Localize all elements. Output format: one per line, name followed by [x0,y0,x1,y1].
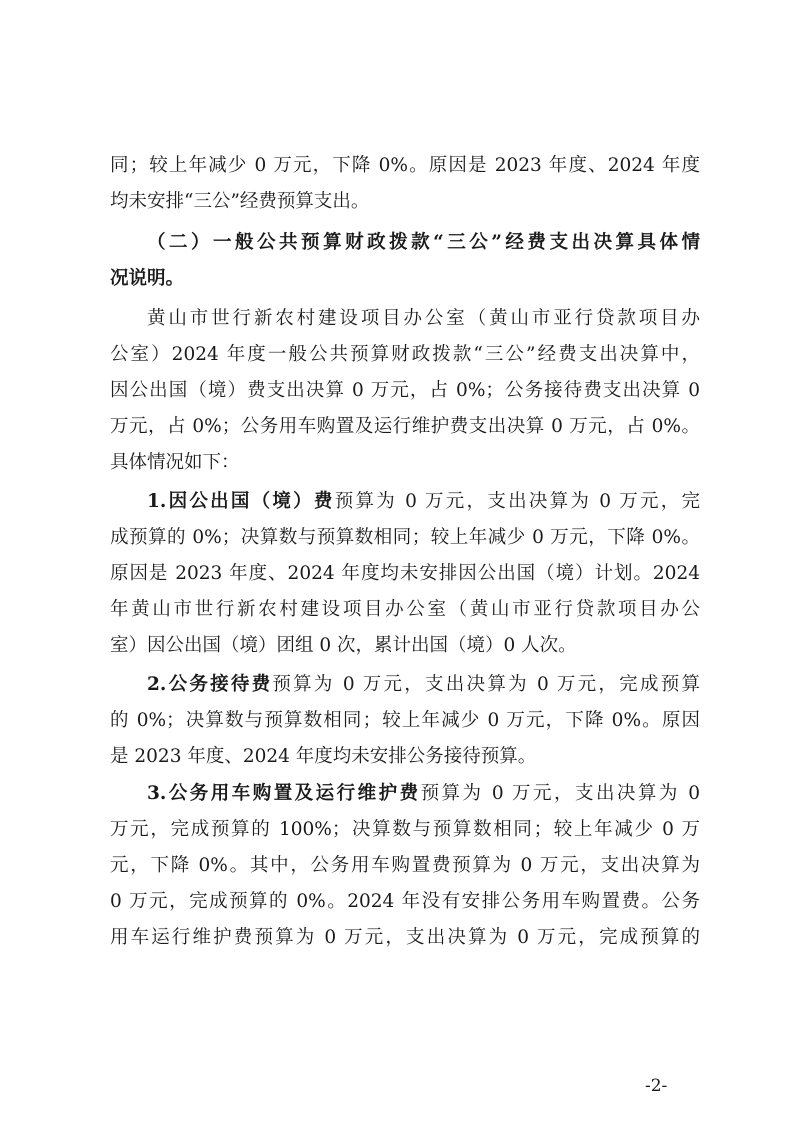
paragraph-intro [110,148,700,220]
text-line: 同；较上年减少 0 万元，下降 0%。原因是 2023 年度、2024 年度 [110,155,700,176]
text-line [110,484,700,520]
text-line: 万元，占 0%；公务用车购置及运行维护费支出决算 0 万元，占 0%。 [110,415,700,437]
text-line: 均未安排“三公”经费预算支出。 [110,190,370,212]
paragraph-summary [110,301,700,480]
item-heading: 3.公务用车购置及运行维护费 [147,783,421,804]
item-text: 预算为 0 万元，支出决算为 0 万元，完成预算 [272,674,700,695]
text-line: 室）因公出国（境）团组 0 次，累计出国（境）0 人次。 [110,634,577,656]
text-line [110,667,700,703]
text-line [110,776,700,812]
text-line: 原因是 2023 年度、2024 年度均未安排因公出国（境）计划。2024 [110,562,700,584]
text-line: 黄山市世行新农村建设项目办公室（黄山市亚行贷款项目办 [147,308,700,329]
text-line: 具体情况如下： [110,451,240,473]
text-line: 是 2023 年度、2024 年度均未安排公务接待预算。 [110,745,537,767]
text-line: 年黄山市世行新农村建设项目办公室（黄山市亚行贷款项目办公 [110,598,700,620]
paragraph-item-1 [110,484,700,663]
text-line: 0 万元，完成预算的 0%。2024 年没有安排公务用车购置费。公务 [110,890,700,912]
text-line: 元，下降 0%。其中，公务用车购置费预算为 0 万元，支出决算为 [110,854,700,876]
text-line: 成预算的 0%；决算数与预算数相同；较上年减少 0 万元，下降 0%。 [110,526,700,548]
item-text: 预算为 0 万元，支出决算为 0 [420,783,700,804]
text-line: 因公出国（境）费支出决算 0 万元，占 0%；公务接待费支出决算 0 [110,379,700,401]
item-text: 预算为 0 万元，支出决算为 0 万元，完 [334,491,700,512]
paragraph-item-2 [110,667,700,775]
heading-line: 况说明。 [110,267,185,289]
item-heading: 1.因公出国（境）费 [147,491,335,512]
text-line: 公室）2024 年度一般公共预算财政拨款“三公”经费支出决算中， [110,343,700,365]
paragraph-item-3 [110,776,700,955]
item-heading: 2.公务接待费 [147,674,273,695]
text-line: 的 0%；决算数与预算数相同；较上年减少 0 万元，下降 0%。原因 [110,709,700,731]
text-line: 万元，完成预算的 100%；决算数与预算数相同；较上年减少 0 万 [110,818,700,840]
section-heading [110,225,700,297]
page-number: -2- [645,1076,668,1096]
text-line: 用车运行维护费预算为 0 万元，支出决算为 0 万元，完成预算的 [110,926,700,948]
heading-line: （二）一般公共预算财政拨款“三公”经费支出决算具体情 [147,232,700,253]
